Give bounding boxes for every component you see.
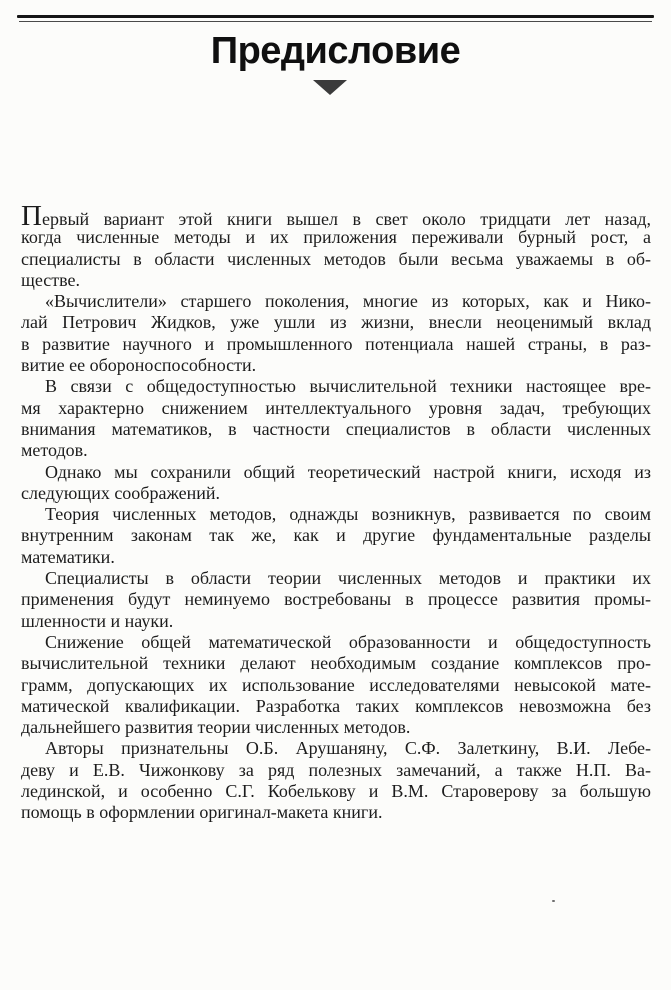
text-line: вычислительной техники делают необходимым создание комплексов про- — [21, 653, 651, 674]
text-line: матической квалификации. Разработка таких комплексов невозможна без — [21, 695, 651, 716]
top-rule-thick — [17, 15, 654, 18]
text-line: В связи с общедоступностью вычислительной техники настоящее вре- — [45, 376, 651, 397]
scan-artifact-dot — [552, 900, 555, 902]
text-line: витие ее обороноспособности. — [21, 355, 257, 376]
paragraph-7 — [21, 632, 651, 738]
text-line: ществе. — [21, 269, 81, 290]
text-line: деву и Е.В. Чижонкову за ряд полезных замечаний, а также Н.П. Ва- — [21, 759, 651, 780]
text-line: Однако мы сохранили общий теоретический настрой книги, исходя из — [45, 461, 651, 482]
text-line: Первый вариант этой книги вышел в свет около тридцати лет назад, — [21, 200, 651, 232]
text-line: лай Петрович Жидков, уже ушли из жизни, внесли неоценимый вклад — [21, 312, 651, 333]
text-line: лединской, и особенно С.Г. Кобелькову и В.М. Староверову за большую — [21, 781, 651, 802]
preface-body — [21, 200, 651, 824]
text-line: Теория численных методов, однажды возникнув, развивается по своим — [45, 504, 651, 525]
text-line: грамм, допускающих их использование исследователями невысокой мате- — [21, 674, 651, 695]
initial-capital: П — [21, 200, 42, 232]
paragraph-3 — [21, 376, 651, 461]
text-line: помощь в оформлении оригинал-макета книги. — [21, 802, 383, 823]
text-line: «Вычислители» старшего поколения, многие из которых, как и Нико- — [45, 291, 651, 312]
text-line: математики. — [21, 546, 115, 567]
text-line: следующих соображений. — [21, 482, 221, 503]
text-line: Авторы признательны О.Б. Арушаняну, С.Ф. Залеткину, В.И. Лебе- — [45, 738, 651, 759]
text-line: внутренним законам так же, как и другие фундаментальные разделы — [21, 525, 651, 546]
text-line: специалисты в области численных методов были весьма уважаемы в об- — [21, 248, 651, 269]
text-line: в развитие научного и промышленного потенциала нашей страны, в раз- — [21, 333, 651, 354]
text-line: применения будут неминуемо востребованы в процессе развития промы- — [21, 589, 651, 610]
page-title: Предисловие — [210, 30, 461, 72]
text-line: мя характерно снижением интеллектуального уровня задач, требующих — [21, 397, 651, 418]
top-rule-thin — [19, 21, 652, 22]
paragraph-6 — [21, 568, 651, 632]
text-line: Специалисты в области теории численных методов и практики их — [45, 568, 651, 589]
text-line: шленности и науки. — [21, 610, 174, 631]
down-triangle-icon — [313, 80, 347, 95]
paragraph-1 — [21, 200, 651, 291]
text-line: Снижение общей математической образованности и общедоступность — [45, 631, 651, 652]
paragraph-5 — [21, 504, 651, 568]
text-line: дальнейшего развития теории численных методов. — [21, 717, 411, 738]
paragraph-4 — [21, 462, 651, 505]
text-line: методов. — [21, 440, 88, 461]
text-line: когда численные методы и их приложения переживали бурный рост, а — [21, 227, 651, 248]
text-line: внимания математиков, в частности специалистов в области численных — [21, 418, 651, 439]
paragraph-2 — [21, 291, 651, 376]
paragraph-8 — [21, 738, 651, 823]
